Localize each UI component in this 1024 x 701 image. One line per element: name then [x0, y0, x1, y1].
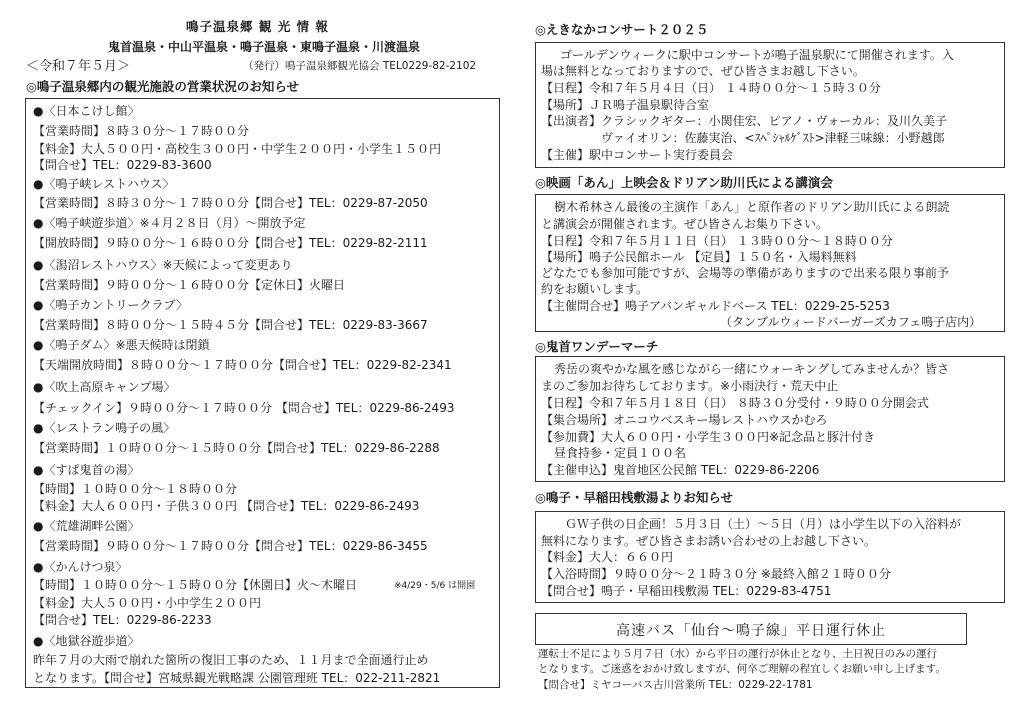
page-title: 鳴子温泉郷 観 光 情 報 [186, 19, 329, 34]
facility-line: 【開放時間】９時００分～１６時００分【問合せ】TEL：0229-82-2111 [33, 236, 428, 250]
facility-line: 【営業時間】９時００分～１６時００分【定休日】火曜日 [33, 278, 346, 292]
onsen-areas: 鬼首温泉・中山平温泉・鳴子温泉・東鳴子温泉・川渡温泉 [108, 40, 421, 54]
bath-line: 【料金】大人：６６０円 [541, 550, 674, 564]
facility-line: 昨年７月の大雨で崩れた箇所の復旧工事のため、１１月まで全面通行止め [33, 653, 429, 667]
bus-line: となります。ご迷惑をおかけ致しますが、何卒ご理解の程宜しくお願い申し上げます。 [538, 663, 946, 675]
wonder-line: 秀岳の爽やかな風を感じながら一緒にウォーキングしてみませんか？皆さ [554, 362, 950, 376]
facility-line: 【チェックイン】９時００分～１７時００分 【問合せ】TEL：0229-86-2493 [33, 401, 455, 415]
facility-line: ●〈かんけつ泉〉 [33, 560, 128, 574]
wonder-line: 【日程】令和７年５月１８日（日） ８時３０分受付・９時００分開会式 [541, 396, 929, 410]
movie-line: どなたでも参加可能ですが、会場等の準備がありますので出来る限り事前予 [541, 266, 950, 280]
facility-line: 【料金】大人５００円・高校生３００円・中学生２００円・小学生１５０円 [33, 142, 442, 156]
facility-line: ●〈鳴子峡レストハウス〉 [33, 177, 175, 191]
facility-line: ●〈鳴子ダム〉※悪天候時は閉鎖 [33, 338, 210, 352]
bus-title: 高速バス「仙台～鳴子線」平日運行休止 [616, 623, 886, 639]
facility-line: 【営業時間】８時３０分～１７時００分【問合せ】TEL：0229-87-2050 [33, 196, 428, 210]
facility-line: 【営業時間】８時００分～１５時４５分【問合せ】TEL：0229-83-3667 [33, 318, 428, 332]
facility-line: ●〈荒雄湖畔公園〉 [33, 519, 140, 533]
facility-line: ●〈地獄谷遊歩道〉 [33, 634, 140, 648]
concert-line: 場は無料となっておりますので、ぜひ皆さまお越し下さい。 [541, 64, 865, 78]
concert-heading: ◎えきなかコンサート２０２５ [535, 22, 709, 37]
facility-line: 【問合せ】TEL：0229-83-3600 [33, 158, 212, 172]
facility-line: ●〈レストラン鳴子の風〉 [33, 421, 176, 435]
facility-line: 【営業時間】１０時００分～１５時００分【問合せ】TEL：0229-86-2288 [33, 441, 440, 455]
movie-heading: ◎映画「あん」上映会＆ドリアン助川氏による講演会 [535, 175, 833, 190]
bath-line: ＧＷ子供の日企画！５月３日（土）～５日（月）は小学生以下の入浴料が [565, 517, 962, 531]
concert-line: ヴァイオリン：佐藤実治、<ｽﾍﾟｼｬﾙｹﾞｽﾄ>津軽三味線：小野越郎 [601, 131, 945, 145]
bus-title-box [535, 613, 967, 645]
bath-line: 無料になります。ぜひ皆さまお誘い合わせの上お越し下さい。 [541, 534, 877, 548]
bath-line: 【問合せ】鳴子・早稲田桟敷湯 TEL：0229-83-4751 [541, 584, 832, 598]
concert-line: 【場所】ＪＲ鳴子温泉駅待合室 [541, 98, 710, 112]
concert-line: 【日程】令和７年５月４日（日） １４時００分～１５時３０分 [541, 81, 881, 95]
concert-line: ゴールデンウィークに駅中コンサートが鳴子温泉駅にて開催されます。入 [560, 48, 954, 62]
facility-line: ●〈鳴子カントリークラブ〉 [33, 298, 188, 312]
movie-line: 【主催問合せ】鳴子アバンギャルドベース TEL：0229-25-5253 [541, 299, 890, 313]
wonder-line: 【参加費】大人６００円・小学生３００円※記念品と豚汁付き [541, 430, 876, 444]
movie-line: 樹木希林さん最後の主演作「あん」と原作者のドリアン助川氏による朗読 [554, 200, 950, 214]
movie-line: 【場所】鳴子公民館ホール 【定員】１５０名・入場料無料 [541, 250, 857, 264]
publisher: （発行）鳴子温泉郷観光協会 TEL0229-82-2102 [243, 60, 477, 72]
wonder-line: 【集合場所】オニコウベスキー場レストハウスかむろ [541, 413, 828, 427]
concert-line: 【出演者】クラシックギター：小関佳宏、ピアノ・ヴォーカル：及川久美子 [541, 114, 947, 128]
wonder-heading: ◎鬼首ワンデーマーチ [535, 339, 659, 354]
facility-line: 【天端開放時間】８時００分～１７時００分【問合せ】TEL：0229-82-2341 [33, 358, 452, 372]
movie-line: 【日程】令和７年５月１１日（日） １３時００分～１８時００分 [541, 234, 893, 248]
facility-line: ●〈鳴子峡遊歩道〉※４月２８日（月）～開放予定 [33, 216, 306, 230]
facility-line: ●〈日本こけし館〉 [33, 104, 140, 118]
bus-line: 【問合せ】ミヤコーバス古川営業所 TEL：0229-22-1781 [538, 679, 813, 691]
bath-line: 【入浴時間】９時００分～２１時３０分 ※最終入館２１時００分 [541, 567, 891, 581]
movie-line: 約をお願いします。 [541, 282, 649, 296]
concert-line: 【主催】駅中コンサート実行委員会 [541, 148, 734, 162]
facility-line: ●〈潟沼レストハウス〉※天候によって変更あり [33, 258, 293, 272]
facility-line: ●〈吹上高原キャンプ場〉 [33, 380, 176, 394]
bath-heading: ◎鳴子・早稲田桟敷湯よりお知らせ [535, 490, 734, 505]
facility-line: 【時間】１０時００分～１５時００分【休園日】火～木曜日 [33, 578, 358, 592]
wonder-line: まのご参加お待ちしております。※小雨決行・荒天中止 [541, 379, 839, 393]
facility-line: 【営業時間】９時００分～１７時００分【問合せ】TEL：0229-86-3455 [33, 539, 428, 553]
movie-line: （タンブルウィードバーガーズカフェ鳴子店内） [720, 315, 982, 329]
kanketsu-note: ※4/29・5/6 は開園 [394, 581, 476, 591]
facility-line: ●〈すぱ鬼首の湯〉 [33, 463, 140, 477]
wonder-line: 昼食持参・定員１００名 [554, 446, 687, 460]
facility-line: 【料金】大人５００円・小中学生２００円 [33, 596, 262, 610]
facility-line: となります。【問合せ】宮城県観光戦略課 公園管理班 TEL：022-211-2821 [33, 671, 441, 685]
wonder-line: 【主催申込】鬼首地区公民館 TEL：0229-86-2206 [541, 463, 820, 477]
issue-date: ＜令和７年５月＞ [26, 59, 131, 74]
facility-line: 【問合せ】TEL：0229-86-2233 [33, 613, 212, 627]
movie-line: と講演会が開催されます。ぜひ皆さんお集り下さい。 [541, 217, 829, 231]
facility-line: 【時間】１０時００分～１８時００分 [33, 482, 238, 496]
bus-line: 運転士不足により５月７日（水）から平日の運行が休止となり、土日祝日のみの運行 [538, 648, 937, 660]
facilities-heading: ◎鳴子温泉郷内の観光施設の営業状況のお知らせ [26, 79, 300, 94]
facility-line: 【料金】大人６００円・子供３００円 【問合せ】TEL：0229-86-2493 [33, 499, 420, 513]
facility-line: 【営業時間】８時３０分～１７時００分 [33, 124, 250, 138]
